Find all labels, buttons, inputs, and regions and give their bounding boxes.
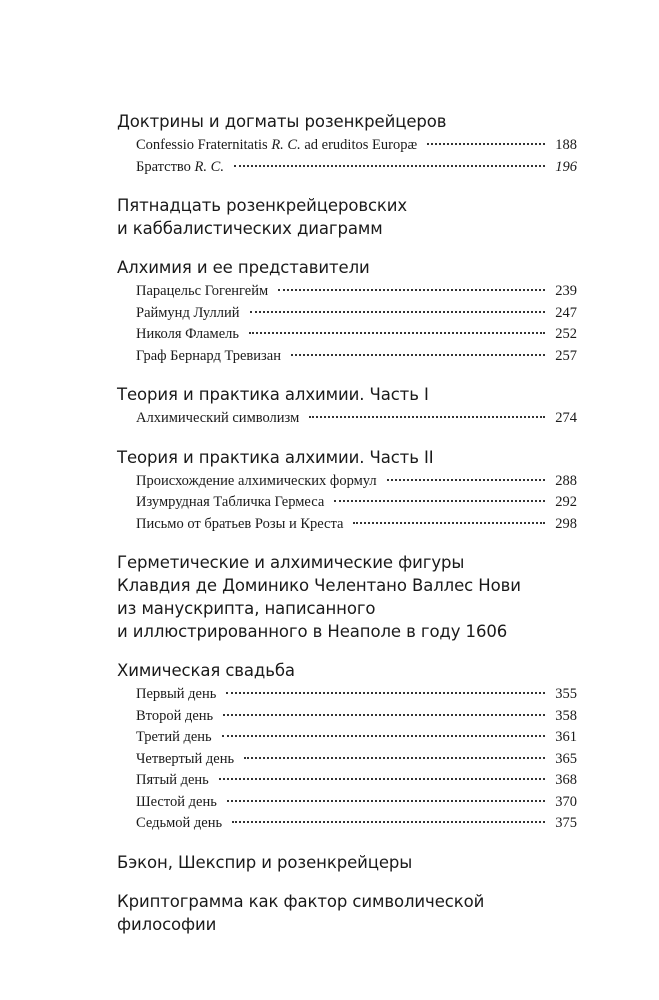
entry-page-number: 358 <box>555 707 577 724</box>
section-title <box>117 194 577 240</box>
section-title-line: Бэкон, Шекспир и розенкрейцеры <box>117 852 413 872</box>
entry-title: Четвертый день <box>136 750 235 767</box>
entry-title: Раймунд Луллий <box>136 304 240 321</box>
entry-page-number: 188 <box>555 137 577 153</box>
section-title-line: Криптограмма как фактор символической философии <box>117 891 485 934</box>
dot-leader <box>353 522 545 524</box>
entry-list <box>117 471 577 536</box>
section-title <box>117 256 577 279</box>
entry-page-number: 288 <box>555 472 577 489</box>
entry-page-number: 298 <box>555 515 577 532</box>
entry-page-number: 292 <box>555 494 577 510</box>
toc-entry[interactable] <box>136 813 577 835</box>
entry-page-number: 196 <box>555 158 577 175</box>
entry-title: Изумрудная Табличка Гермеса <box>136 494 325 510</box>
toc-entry[interactable] <box>136 303 577 325</box>
dot-leader <box>226 692 545 694</box>
dot-leader <box>334 500 545 502</box>
section-title-line: Теория и практика алхимии. Часть II <box>117 447 434 467</box>
section-title-line: и иллюстрированного в Неаполе в году 1606 <box>117 622 508 641</box>
section-title-line: Алхимия и ее представители <box>117 258 370 277</box>
entry-page-number: 355 <box>555 686 577 702</box>
section-title-line: Клавдия де Доминико Челентано Валлес Нови <box>117 576 521 595</box>
entry-title: Шестой день <box>136 793 217 810</box>
toc-entry[interactable] <box>136 706 577 728</box>
entry-title: Письмо от братьев Розы и Креста <box>136 515 344 532</box>
dot-leader <box>278 289 545 291</box>
dot-leader <box>291 354 545 356</box>
section-title <box>117 890 577 936</box>
section-title-line: Доктрины и догматы розенкрейцеров <box>117 112 447 131</box>
table-of-contents <box>117 110 577 936</box>
entry-page-number: 239 <box>555 283 577 299</box>
dot-leader <box>232 821 545 823</box>
entry-title: Третий день <box>136 729 212 745</box>
dot-leader <box>427 143 545 145</box>
entry-list <box>117 684 577 835</box>
entry-title: Граф Бернард Тревизан <box>136 347 281 364</box>
entry-title: Николя Фламель <box>136 326 239 342</box>
toc-entry[interactable] <box>136 514 577 536</box>
entry-page-number: 368 <box>555 772 577 788</box>
toc-entry[interactable] <box>136 135 577 157</box>
entry-page-number: 370 <box>555 793 577 810</box>
toc-entry[interactable] <box>136 157 577 179</box>
dot-leader <box>234 165 545 167</box>
dot-leader <box>227 800 545 802</box>
toc-section <box>117 446 577 536</box>
entry-page-number: 257 <box>555 347 577 364</box>
entry-title: Confessio Fraternitatis R. C. ad eruditos Europæ <box>136 137 418 153</box>
toc-entry[interactable] <box>136 346 577 368</box>
dot-leader <box>219 778 545 780</box>
entry-title: Первый день <box>136 686 217 702</box>
toc-entry[interactable] <box>136 492 577 514</box>
toc-section <box>117 659 577 835</box>
toc-section <box>117 890 577 936</box>
toc-entry[interactable] <box>136 408 577 430</box>
toc-section <box>117 851 577 874</box>
toc-entry[interactable] <box>136 749 577 771</box>
entry-list <box>117 135 577 178</box>
section-title <box>117 383 577 406</box>
entry-page-number: 361 <box>555 729 577 745</box>
section-title <box>117 851 577 874</box>
section-title-line: из манускрипта, написанного <box>117 599 376 618</box>
toc-entry[interactable] <box>136 684 577 706</box>
section-title-line: и каббалистических диаграмм <box>117 219 383 238</box>
entry-page-number: 274 <box>555 410 577 426</box>
section-title-line: Герметические и алхимические фигуры <box>117 553 465 572</box>
dot-leader <box>222 735 546 737</box>
section-title <box>117 110 577 133</box>
entry-title: Парацельс Гогенгейм <box>136 283 269 299</box>
entry-list <box>117 408 577 430</box>
entry-page-number: 375 <box>555 815 577 831</box>
dot-leader <box>223 714 545 716</box>
toc-entry[interactable] <box>136 281 577 303</box>
entry-page-number: 247 <box>555 304 577 321</box>
entry-title: Второй день <box>136 707 214 724</box>
entry-title: Седьмой день <box>136 815 223 831</box>
entry-title: Братство R. C. <box>136 158 224 175</box>
toc-entry[interactable] <box>136 324 577 346</box>
toc-entry[interactable] <box>136 727 577 749</box>
entry-list <box>117 281 577 367</box>
dot-leader <box>244 757 545 759</box>
toc-section <box>117 110 577 178</box>
section-title-line: Химическая свадьба <box>117 661 295 680</box>
dot-leader <box>249 332 545 334</box>
entry-title: Происхождение алхимических формул <box>136 472 377 489</box>
entry-title: Пятый день <box>136 772 209 788</box>
section-title-line: Теория и практика алхимии. Часть I <box>117 385 429 404</box>
toc-section <box>117 551 577 643</box>
dot-leader <box>387 479 546 481</box>
toc-entry[interactable] <box>136 471 577 493</box>
entry-title: Алхимический символизм <box>136 410 300 426</box>
toc-entry[interactable] <box>136 792 577 814</box>
toc-section <box>117 256 577 367</box>
section-title-line: Пятнадцать розенкрейцеровских <box>117 196 408 215</box>
dot-leader <box>309 416 545 418</box>
toc-section <box>117 194 577 240</box>
entry-page-number: 252 <box>555 326 577 342</box>
dot-leader <box>250 311 546 313</box>
entry-page-number: 365 <box>555 750 577 767</box>
section-title <box>117 551 577 643</box>
section-title <box>117 659 577 682</box>
section-title <box>117 446 577 469</box>
toc-entry[interactable] <box>136 770 577 792</box>
toc-section <box>117 383 577 430</box>
